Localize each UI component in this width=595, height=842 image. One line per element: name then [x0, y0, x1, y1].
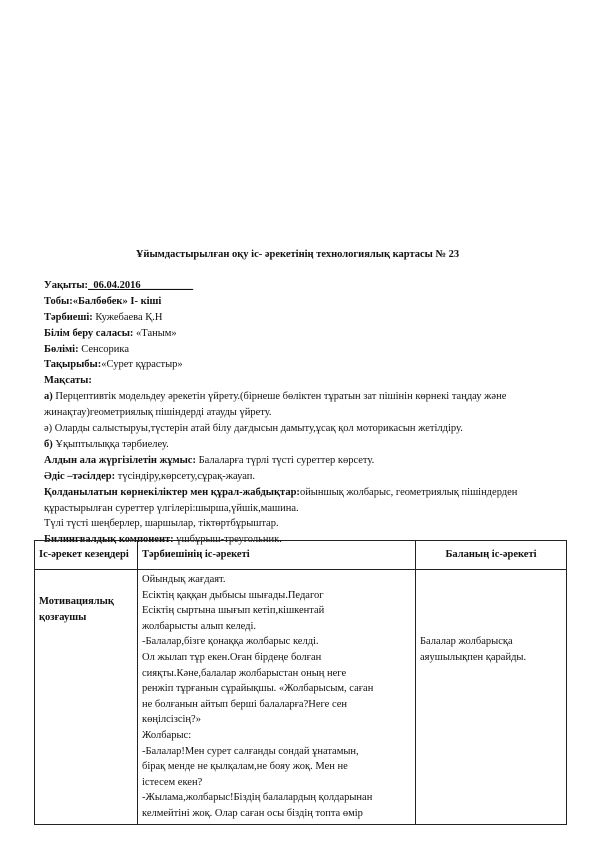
teacher-label: Тәрбиеші:: [44, 311, 93, 323]
group-line: [44, 294, 564, 310]
materials-line-2: Түлі түсті шеңберлер, шаршылар, тіктөртбұрыштар.: [44, 518, 279, 530]
teacher-line: Ойындық жағдаят.: [142, 574, 226, 585]
teacher-line: -Балалар,бізге қонаққа жолбарыс келді.: [142, 636, 319, 648]
area-label: Білім беру саласы:: [44, 327, 134, 339]
date-label: Уақыты:: [44, 280, 89, 291]
table-row: [35, 570, 567, 825]
teacher-line: Ол жылап тұр екен.Оған бірдеңе болған: [142, 651, 322, 663]
goal-a-text: Перцептивтік модельдеу әрекетін үйрету.(бірнеше бөліктен тұратын зат пішінін көрнекі таңдау және жинақтау)геометриялық пішіндерді атауды үйрету.: [44, 391, 507, 419]
teacher-line: істесем екен?: [142, 776, 203, 788]
methods-label: Әдіс –тәсілдер:: [44, 470, 116, 482]
table-header-row: [35, 541, 567, 570]
materials-label: Қолданылатын көрнекіліктер мен құрал-жабдықтар:: [44, 486, 300, 498]
header-teacher: Тәрбиешінің іс-әрекеті: [138, 541, 416, 570]
section-value: Сенсорика: [78, 343, 129, 355]
teacher-value: Кужебаева Қ.Н: [92, 311, 163, 323]
teacher-line: ренжіп тұрғанын сұрайықшы. «Жолбарысым, саған: [142, 683, 374, 695]
bilingual-label: Билингвалдық компонент:: [44, 534, 174, 546]
teacher-line: Есіктің сыртына шығып кетіп,кішкентай: [142, 605, 325, 617]
lesson-meta: [44, 278, 564, 548]
topic-value: «Сурет құрастыр»: [101, 359, 183, 371]
section-line: [44, 342, 564, 358]
teacher-line: Есіктің қаққан дыбысы шығады.Педагог: [142, 589, 324, 601]
section-label: Бөлімі:: [44, 343, 79, 355]
teacher-line: жолбарысты алып келеді.: [142, 620, 257, 632]
activity-table: [34, 540, 567, 825]
teacher-line: сияқты.Кәне,балалар жолбарыстан оның неге: [142, 667, 347, 679]
teacher-line: -Балалар!Мен сурет салғанды сондай ұнатамын,: [142, 745, 359, 757]
goal-a: [44, 389, 564, 421]
topic-line: [44, 357, 564, 373]
bilingual-value: үшбұрыш-треугольник.: [173, 534, 282, 546]
topic-label: Тақырыбы:: [44, 359, 102, 371]
group-label: Тобы:: [44, 295, 73, 307]
prework-value: Балаларға түрлі түсті суреттер көрсету.: [195, 454, 375, 466]
teacher-line: көңілсізсің?»: [142, 714, 201, 726]
page-title: Ұйымдастырылған оқу іс- әрекетінің технологиялық картасы № 23: [135, 249, 460, 260]
methods-value: түсіндіру,көрсету,сұрақ-жауап.: [115, 470, 255, 482]
teacher-line: [44, 310, 564, 326]
goal-b-text: Ұқыптылыққа тәрбиелеу.: [52, 438, 169, 450]
teacher-line: не болғанын айтып берші балаларға?Неге сен: [142, 698, 348, 710]
goals-line: [44, 373, 564, 389]
header-stages: Іс-әрекет кезеңдері: [35, 541, 138, 570]
teacher-cell: [138, 570, 416, 825]
goal-a2: ә) Оларды салыстыруы,түстерін атай білу дағдысын дамыту,ұсақ қол моторикасын жетілдіру.: [44, 423, 463, 435]
date-line: [44, 278, 564, 294]
teacher-line: Жолбарыс:: [142, 729, 192, 741]
teacher-line: келмейтіні жоқ. Олар саған осы біздің топта өмір: [142, 807, 363, 819]
date-value: _06.04.2016__________: [88, 280, 194, 291]
group-value: «Балбөбек» I- кіші: [72, 295, 162, 307]
prework-label: Алдын ала жүргізілетін жұмыс:: [44, 454, 196, 466]
goals-label: Мақсаты:: [44, 375, 92, 387]
goal-b-prefix: б): [44, 438, 53, 450]
header-child: Баланың іс-әрекеті: [416, 541, 567, 570]
child-cell: Балалар жолбарысқа аяушылықпен қарайды.: [416, 570, 567, 825]
teacher-line: -Жылама,жолбарыс!Біздің балалардың қолдарынан: [142, 792, 373, 804]
materials-value: ойыншық жолбарыс, геометриялық пішіндерден құрастырылған суреттер үлгілері:шырша,үйшік,машина.: [44, 486, 518, 514]
prework-line: [44, 453, 564, 469]
teacher-line: бірақ менде не қылқалам,не бояу жоқ. Мен не: [142, 761, 348, 773]
area-line: [44, 326, 564, 342]
materials-line: [44, 485, 564, 517]
goal-b: [44, 437, 564, 453]
methods-line: [44, 469, 564, 485]
area-value: «Таным»: [133, 327, 177, 339]
stage-cell: Мотивациялық қозғаушы: [35, 570, 138, 825]
goal-a-prefix: а): [44, 391, 53, 403]
